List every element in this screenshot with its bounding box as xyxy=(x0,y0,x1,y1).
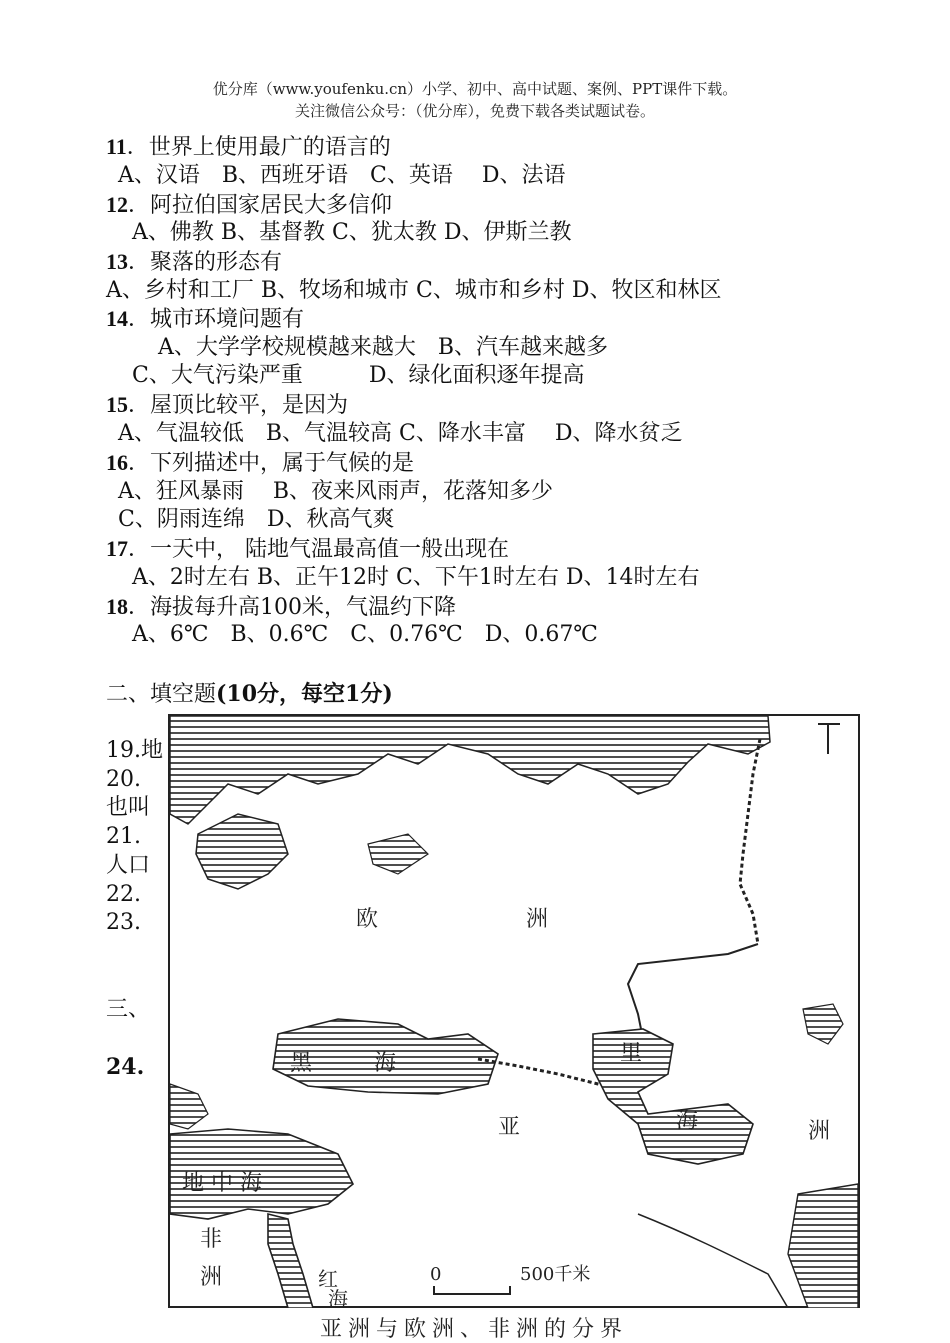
question-stem: ．聚落的形态有 xyxy=(128,250,283,275)
question-stem: ．一天中， 陆地气温最高值一般出现在 xyxy=(128,537,509,562)
question-number: 16 xyxy=(106,450,128,475)
question-11 xyxy=(106,133,391,162)
partial-line-population: 人口 xyxy=(106,853,151,878)
label-black-sea-1: 黑 xyxy=(290,1051,313,1076)
question-number: 17 xyxy=(106,536,128,561)
question-number: 14 xyxy=(106,306,128,331)
question-13 xyxy=(106,248,282,277)
label-africa-1: 非 xyxy=(200,1227,223,1252)
scale-zero: 0 xyxy=(430,1264,442,1285)
scale-value: 500千米 xyxy=(520,1264,591,1285)
question-13-options: A、乡村和工厂 B、牧场和城市 C、城市和乡村 D、牧区和林区 xyxy=(106,278,722,303)
question-dot: . xyxy=(136,1054,145,1080)
question-12-options: A、佛教 B、基督教 C、犹太教 D、伊斯兰教 xyxy=(132,220,572,245)
question-number: 15 xyxy=(106,392,128,417)
label-africa-2: 洲 xyxy=(200,1265,223,1290)
map-svg xyxy=(168,714,860,1308)
question-stem: ．世界上使用最广的语言的 xyxy=(126,135,391,160)
section-3-title: 三、 xyxy=(106,997,151,1022)
partial-line-also: 也叫 xyxy=(106,795,151,820)
question-16-options-2: C、阴雨连绵 D、秋高气爽 xyxy=(118,507,395,532)
question-number: 18 xyxy=(106,594,128,619)
question-15 xyxy=(106,391,348,420)
label-red-sea-2: 海 xyxy=(328,1287,348,1308)
question-14-options-1: A、大学学校规模越来越大 B、汽车越来越多 xyxy=(158,335,609,360)
boundary-map xyxy=(168,714,860,1308)
label-red-sea-1: 红 xyxy=(318,1267,338,1291)
question-18-options: A、6℃ B、0.6℃ C、0.76℃ D、0.67℃ xyxy=(132,622,598,647)
section-2-heading xyxy=(106,680,393,709)
partial-line-23: 23. xyxy=(106,910,141,935)
question-stem: ．城市环境问题有 xyxy=(128,307,305,332)
header-line-2: 关注微信公众号：（优分库），免费下载各类试题试卷。 xyxy=(294,102,655,120)
question-number: 13 xyxy=(106,249,128,274)
map-caption: 亚洲与欧洲、非洲的分界 xyxy=(320,1317,629,1342)
question-number: 11 xyxy=(106,134,127,159)
partial-line-20: 20. xyxy=(106,767,141,792)
question-number: 24 xyxy=(106,1054,137,1080)
question-16 xyxy=(106,449,414,478)
label-caspian-1: 里 xyxy=(620,1041,643,1066)
label-asia-1: 亚 xyxy=(498,1115,521,1140)
question-12 xyxy=(106,191,392,220)
partial-line-21: 21. xyxy=(106,824,141,849)
question-24 xyxy=(106,1053,144,1081)
label-mediterranean: 地 中 海 xyxy=(182,1171,262,1196)
header-line-1: 优分库（www.youfenku.cn）小学、初中、高中试题、案例、PPT课件下载。 xyxy=(212,80,738,98)
label-europe-1: 欧 xyxy=(356,907,379,932)
question-stem: ．下列描述中，属于气候的是 xyxy=(128,451,415,476)
question-stem: ．海拔每升高100米，气温约下降 xyxy=(128,595,456,620)
question-14 xyxy=(106,305,304,334)
question-stem: ．阿拉伯国家居民大多信仰 xyxy=(128,193,393,218)
label-caspian-2: 海 xyxy=(676,1109,699,1134)
question-17 xyxy=(106,535,509,564)
question-14-options-2: C、大气污染严重 D、绿化面积逐年提高 xyxy=(132,363,585,388)
label-europe-2: 洲 xyxy=(526,907,549,932)
question-18 xyxy=(106,593,456,622)
section-2-score: (10分，每空1分) xyxy=(216,681,393,707)
label-asia-2: 洲 xyxy=(808,1119,831,1144)
question-number: 12 xyxy=(106,192,128,217)
question-15-options: A、气温较低 B、气温较高 C、降水丰富 D、降水贫乏 xyxy=(118,421,683,446)
label-black-sea-2: 海 xyxy=(374,1051,397,1076)
partial-line-19: 19.地 xyxy=(106,738,163,763)
partial-line-22: 22. xyxy=(106,882,141,907)
question-17-options: A、2时左右 B、正午12时 C、下午1时左右 D、14时左右 xyxy=(132,565,700,590)
question-16-options-1: A、狂风暴雨 B、夜来风雨声，花落知多少 xyxy=(118,479,554,504)
question-11-options: A、汉语 B、西班牙语 C、英语 D、法语 xyxy=(118,163,566,188)
question-stem: ．屋顶比较平，是因为 xyxy=(128,393,349,418)
section-2-title: 二、填空题 xyxy=(106,682,217,707)
